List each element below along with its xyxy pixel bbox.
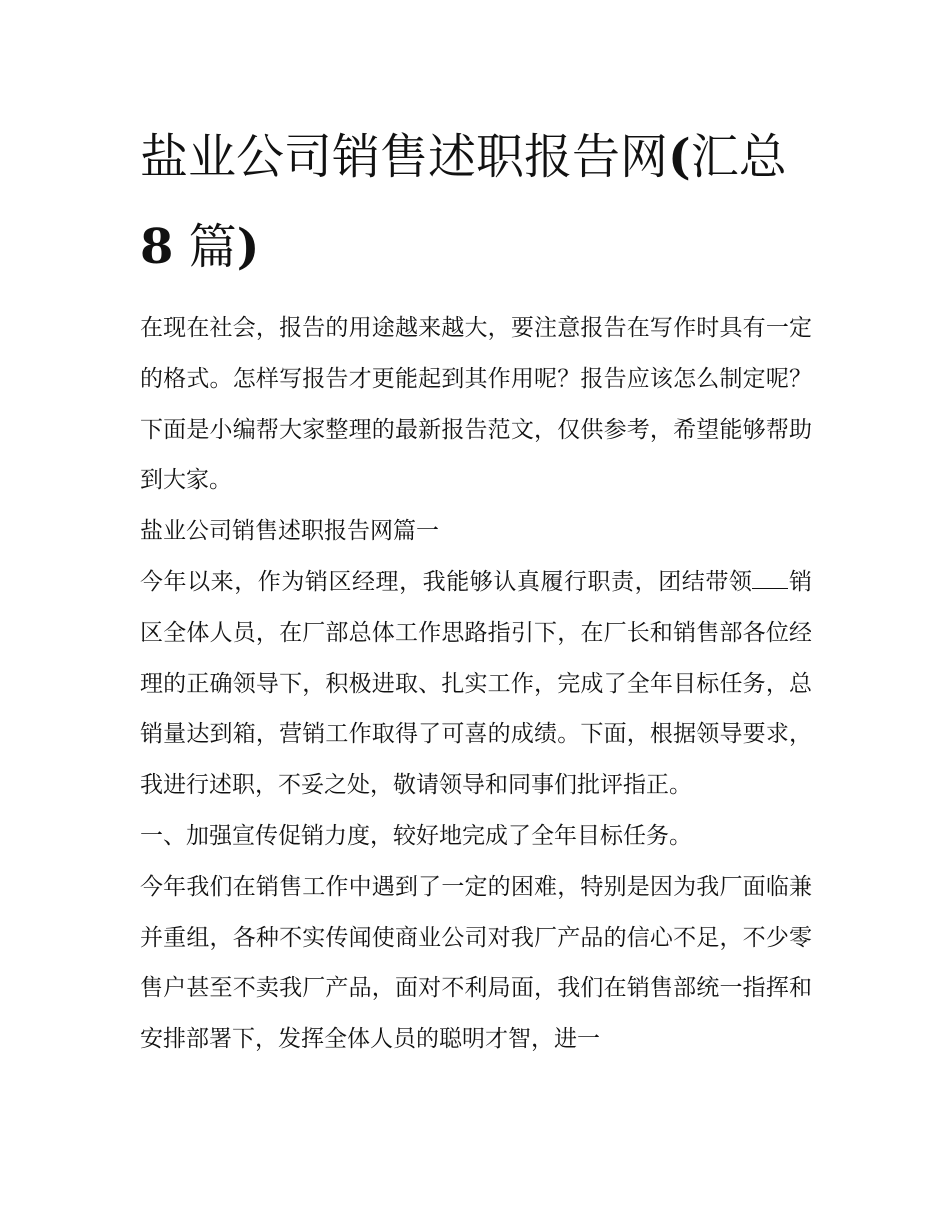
title-text-summary: 汇总 [690, 129, 787, 185]
document-page [140, 112, 812, 1065]
paragraph-2: 今年我们在销售工作中遇到了一定的困难，特别是因为我厂面临兼并重组，各种不实传闻使商业公司对我厂产品的信心不足，不少零售户甚至不卖我厂产品，面对不利局面，我们在销售部统一指挥和安排部署下，发挥全体人员的聪明才智，进一 [140, 873, 812, 1053]
paragraph-1-start: 今年以来，作为销区经理，我能够认真履行职责，团结带领 [140, 568, 753, 595]
document-body [140, 303, 812, 1065]
intro-paragraph: 在现在社会，报告的用途越来越大，要注意报告在写作时具有一定的格式。怎样写报告才更能起到其作用呢？报告应该怎么制定呢？下面是小编帮大家整理的最新报告范文，仅供参考，希望能够帮助到大家。 [140, 315, 812, 494]
title-number: 8 [140, 219, 174, 275]
title-paren-close: ) [236, 219, 260, 275]
paragraph-1-rest: 销区全体人员，在厂部总体工作思路指引下，在厂长和销售部各位经理的正确领导下，积极进取、扎实工作，完成了全年目标任务，总销量达到箱，营销工作取得了可喜的成绩。下面，根据领导要求，我进行述职，不妥之处，敬请领导和同事们批评指正。 [140, 568, 813, 799]
title-text-pian: 篇 [188, 219, 237, 275]
title-paren-open: ( [668, 129, 691, 185]
title-text-main: 盐业公司销售述职报告网 [140, 129, 669, 185]
fill-in-blank [752, 566, 788, 589]
section-heading: 盐业公司销售述职报告网篇一 [140, 518, 439, 545]
paragraph-1 [140, 557, 812, 811]
document-title [140, 112, 812, 292]
subheading-1: 一、加强宣传促销力度，较好地完成了全年目标任务。 [140, 822, 692, 849]
